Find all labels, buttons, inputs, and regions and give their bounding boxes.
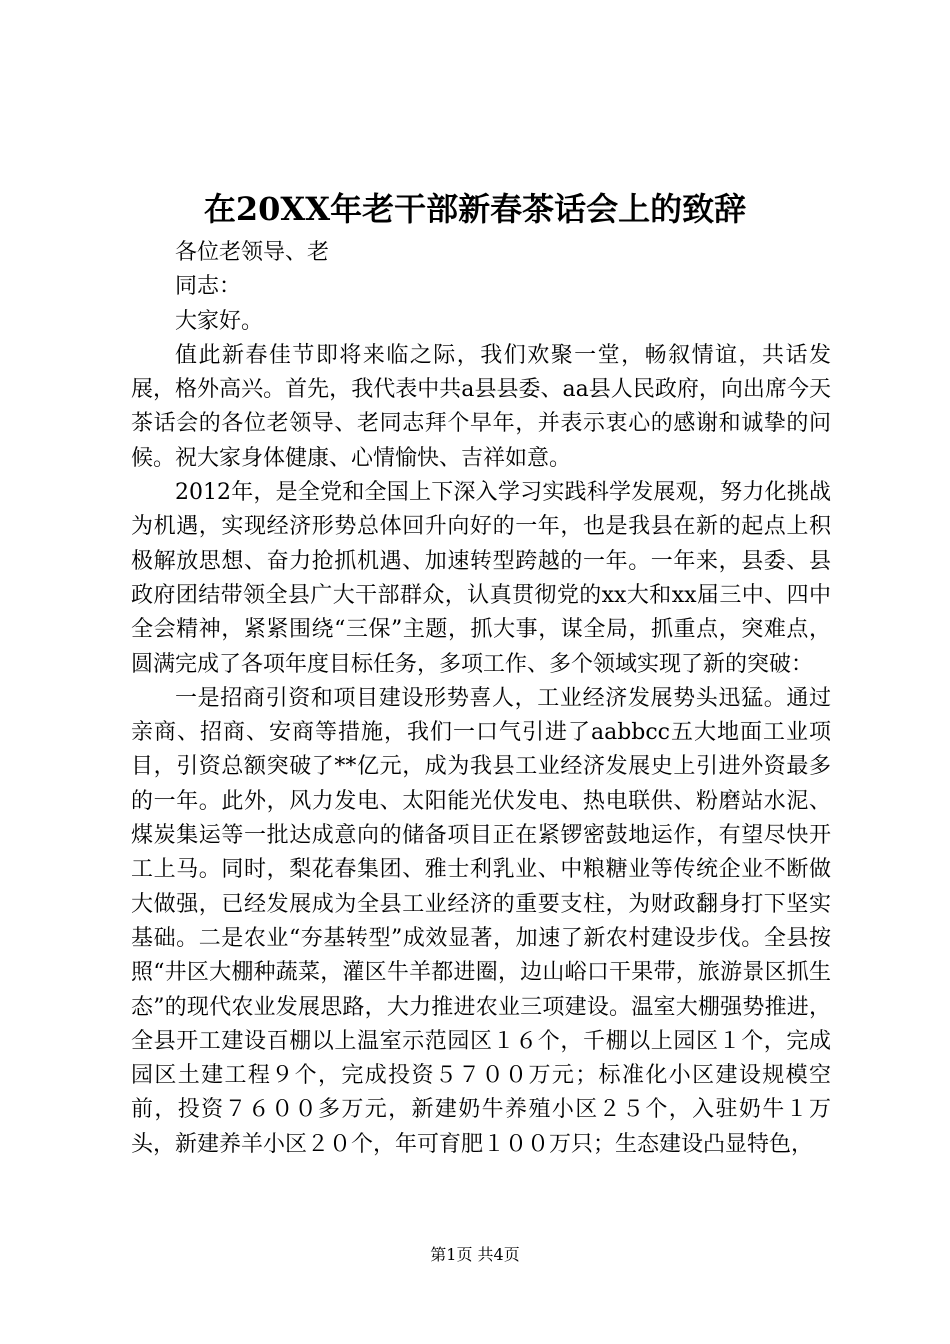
paragraph-achievements: 一是招商引资和项目建设形势喜人，工业经济发展势头迅猛。通过亲商、招商、安商等措施，我们一口气引进了aabbcc五大地面工业项目，引资总额突破了**亿元，成为我县工业经济发展史上引进外资最多的一年。此外，风力发电、太阳能光伏发电、热电联供、粉磨站水泥、煤炭集运等一批达成意向的储备项目正在紧锣密鼓地运作，有望尽快开工上马。同时，梨花春集团、雅士利乳业、中粮糖业等传统企业不断做大做强，已经发展成为全县工业经济的重要支柱，为财政翻身打下坚实基础。二是农业“夯基转型”成效显著，加速了新农村建设步伐。全县按照“井区大棚种蔬菜，灌区牛羊都进圈，边山峪口干果带，旅游景区抓生态”的现代农业发展思路，大力推进农业三项建设。温室大棚强势推进，全县开工建设百棚以上温室示范园区１６个，千棚以上园区１个，完成园区土建工程９个，完成投资５７００万元；标准化小区建设规模空前，投资７６００多万元，新建奶牛养殖小区２５个，入驻奶牛１万头，新建养羊小区２０个，年可育肥１００万只；生态建设凸显特色，: [131, 685, 831, 1157]
greeting: 大家好。: [175, 308, 264, 334]
document-title: 在20XX年老干部新春茶话会上的致辞: [203, 190, 747, 228]
salutation-line-1: 各位老领导、老: [175, 240, 330, 265]
document-body: [131, 236, 831, 1162]
paragraph-opening: 值此新春佳节即将来临之际，我们欢聚一堂，畅叙情谊，共话发展，格外高兴。首先，我代表中共a县县委、aa县人民政府，向出席今天茶话会的各位老领导、老同志拜个早年，并表示衷心的感谢和诚挚的问候。祝大家身体健康、心情愉快、吉祥如意。: [131, 342, 831, 471]
paragraph-review: 2012年，是全党和全国上下深入学习实践科学发展观，努力化挑战为机遇，实现经济形势总体回升向好的一年，也是我县在新的起点上积极解放思想、奋力抢抓机遇、加速转型跨越的一年。一年来，县委、县政府团结带领全县广大干部群众，认真贯彻党的xx大和xx届三中、四中全会精神，紧紧围绕“三保”主题，抓大事，谋全局，抓重点，突难点，圆满完成了各项年度目标任务，多项工作、多个领域实现了新的突破：: [131, 480, 831, 677]
page-footer: 第1页 共4页: [430, 1245, 520, 1264]
salutation-line-2: 同志：: [175, 274, 242, 300]
